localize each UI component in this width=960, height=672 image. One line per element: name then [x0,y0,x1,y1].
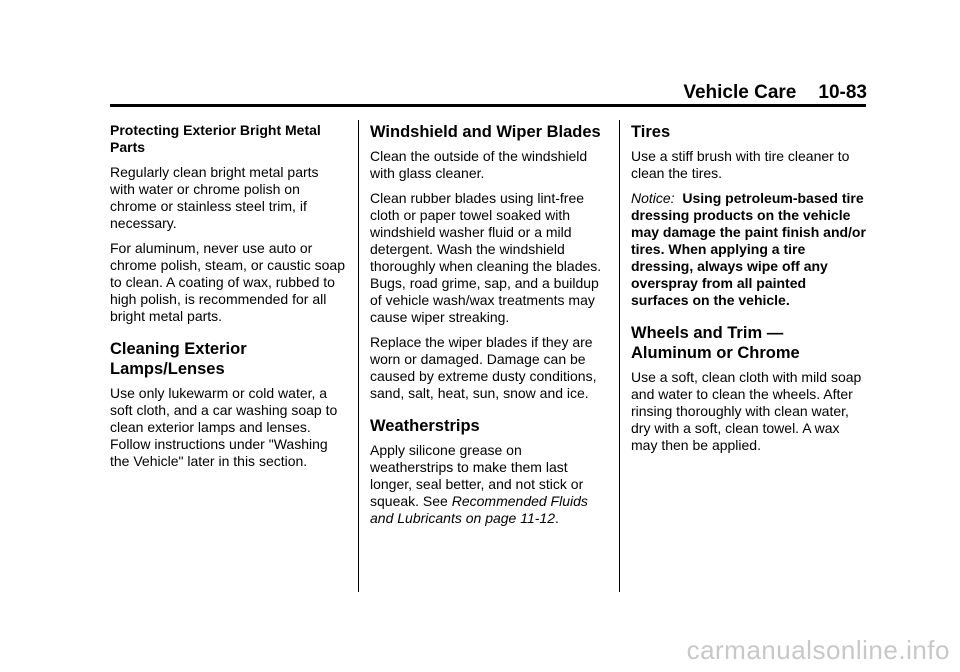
paragraph-windshield-2: Clean rubber blades using lint-free cloth or paper towel soaked with windshield washer fluid or a mild detergent. Wash the windshield thoroughly when cleaning the blades. Bugs, road grime, sap, and a buildup of vehicle wash/wax treatments may cause wiper streaking. [370,190,602,325]
paragraph-windshield-1: Clean the outside of the windshield with glass cleaner. [370,148,588,181]
paragraph-bright-metal-2: For aluminum, never use auto or chrome polish, steam, or caustic soap to clean. A coating of wax, rubbed to high polish, is recommended for all bright metal parts. [110,240,345,324]
heading-windshield: Windshield and Wiper Blades [370,123,601,141]
heading-weatherstrips: Weatherstrips [370,417,480,435]
notice-label: Notice: [631,190,675,206]
heading-cleaning-lamps: Cleaning Exterior Lamps/Lenses [110,340,247,378]
column-divider-2 [619,120,620,592]
paragraph-wheels: Use a soft, clean cloth with mild soap and water to clean the wheels. After rinsing thoroughly with clean water, dry with a soft, clean towel. A wax may then be applied. [631,369,862,453]
column-2 [370,122,604,535]
watermark-text: carmanualsonline.info [686,635,950,665]
heading-tires: Tires [631,123,671,141]
weatherstrips-period: . [555,510,559,526]
paragraph-weatherstrips [370,442,604,527]
notice-block [631,190,867,309]
section-title: Vehicle Care [683,82,797,103]
paragraph-cleaning-lamps: Use only lukewarm or cold water, a soft cloth, and a car washing soap to clean exterior lamps and lenses. Follow instructions under "Washing the Vehicle" later in this section. [110,385,338,469]
header-rule [110,104,866,107]
column-3 [631,122,867,462]
column-divider-1 [358,120,359,592]
page-header [683,82,867,104]
notice-text: Using petroleum-based tire dressing products on the vehicle may damage the paint finish and/or tires. When applying a tire dressing, always wipe off any overspray from all painted surfaces on the vehicle. [631,190,866,308]
weatherstrips-text: Apply silicone grease on weatherstrips to make them last longer, seal better, and not stick or squeak. See [370,442,584,509]
column-1 [110,122,346,478]
paragraph-windshield-3: Replace the wiper blades if they are worn or damaged. Damage can be caused by extreme dusty conditions, sand, salt, heat, sun, snow and ice. [370,334,597,401]
heading-wheels: Wheels and Trim — Aluminum or Chrome [631,324,800,362]
paragraph-bright-metal-1: Regularly clean bright metal parts with water or chrome polish on chrome or stainless steel trim, if necessary. [110,164,319,231]
paragraph-tires: Use a stiff brush with tire cleaner to clean the tires. [631,148,850,181]
subheading-bright-metal: Protecting Exterior Bright Metal Parts [110,122,321,155]
page-number: 10-83 [818,82,867,103]
cross-reference-link[interactable]: Recommended Fluids and Lubricants on page 11-12 [370,493,588,526]
